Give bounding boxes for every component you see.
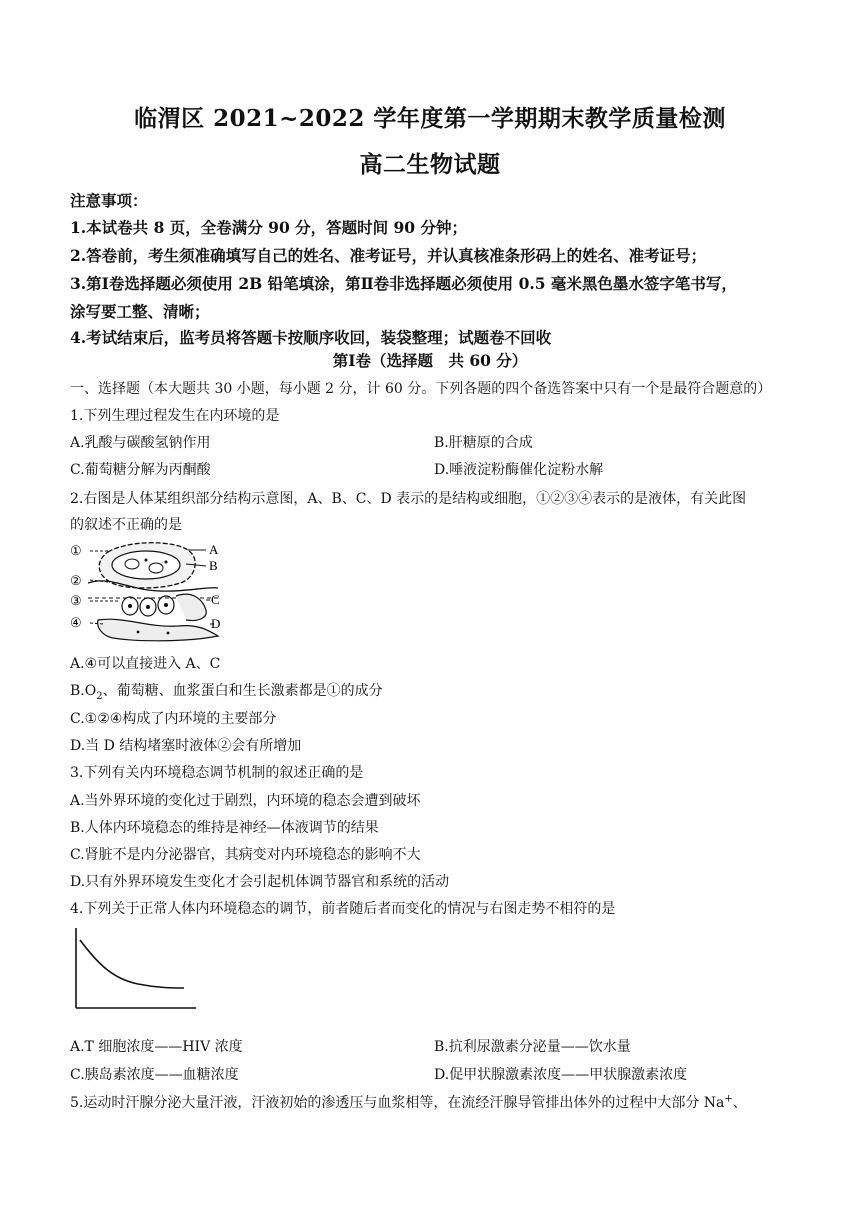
q2-option-a: A.④可以直接进入 A、C bbox=[70, 656, 221, 672]
lymph-vessel bbox=[98, 619, 218, 641]
q2-option-c: C.①②④构成了内环境的主要部分 bbox=[70, 711, 277, 727]
notice-item: 4.考试结束后，监考员将答题卡按顺序收回，装袋整理；试题卷不回收 bbox=[70, 328, 552, 347]
decreasing-curve bbox=[80, 940, 184, 988]
q3-option-b: B.人体内环境稳态的维持是神经—体液调节的结果 bbox=[70, 820, 379, 836]
capillary-lumen bbox=[112, 551, 180, 579]
section-title: 第Ⅰ卷（选择题 共 60 分） bbox=[332, 351, 528, 370]
q1-option-c: C.葡萄糖分解为丙酮酸 bbox=[70, 462, 211, 478]
q1-option-a: A.乳酸与碳酸氢钠作用 bbox=[70, 435, 211, 451]
decreasing-curve-graph bbox=[68, 924, 198, 1012]
q3-stem: 3.下列有关内环境稳态调节机制的叙述正确的是 bbox=[70, 765, 364, 781]
section-intro: 一、选择题（本大题共 30 小题，每小题 2 分，计 60 分。下列各题的四个备选答案中只有一个是最符合题意的） bbox=[70, 381, 772, 397]
q4-option-a: A.T 细胞浓度——HIV 浓度 bbox=[70, 1039, 243, 1055]
fig-label-a: A bbox=[209, 542, 219, 557]
q4-option-c: C.胰岛素浓度——血糖浓度 bbox=[70, 1067, 239, 1083]
q2-stem-cont: 的叙述不正确的是 bbox=[70, 517, 182, 533]
q5-stem: 5.运动时汗腺分泌大量汗液，汗液初始的渗透压与血浆相等，在流经汗腺导管排出体外的过程中大部分 Na+、 bbox=[70, 1093, 747, 1111]
fig-label-3: ③ bbox=[70, 593, 82, 608]
fig-label-1: ① bbox=[70, 543, 82, 558]
q2-option-b: $B.O_2$、葡萄糖、血浆蛋白和生长激素都是①的成分 bbox=[70, 683, 383, 702]
q1-stem: 1.下列生理过程发生在内环境的是 bbox=[70, 408, 280, 424]
q3-option-c: C.肾脏不是内分泌器官，其病变对内环境稳态的影响不大 bbox=[70, 847, 421, 863]
q2-option-d: D.当 D 结构堵塞时液体②会有所增加 bbox=[70, 738, 302, 754]
notice-item: 涂写要工整、清晰； bbox=[70, 302, 210, 321]
fig-label-4: ④ bbox=[70, 615, 82, 630]
notice-heading: 注意事项： bbox=[70, 191, 148, 210]
q4-option-d: D.促甲状腺激素浓度——甲状腺激素浓度 bbox=[434, 1067, 688, 1083]
notice-item: 1.本试卷共 8 页，全卷满分 90 分，答题时间 90 分钟； bbox=[70, 218, 467, 237]
exam-title: 临渭区 2021~2022 学年度第一学期期末教学质量检测 bbox=[134, 105, 726, 132]
q3-option-a: A.当外界环境的变化过于剧烈，内环境的稳态会遭到破坏 bbox=[70, 793, 421, 809]
q3-option-d: D.只有外界环境发生变化才会引起机体调节器官和系统的活动 bbox=[70, 874, 450, 890]
tissue-structure-diagram bbox=[68, 538, 228, 642]
q1-option-b: B.肝糖原的合成 bbox=[434, 435, 533, 451]
fig-label-d: D bbox=[211, 616, 221, 631]
notice-item: 3.第Ⅰ卷选择题必须使用 2B 铅笔填涂，第Ⅱ卷非选择题必须使用 0.5 毫米黑色墨水签字笔书写， bbox=[70, 274, 737, 293]
exam-subtitle: 高二生物试题 bbox=[359, 151, 501, 178]
q4-stem: 4.下列关于正常人体内环境稳态的调节，前者随后者而变化的情况与右图走势不相符的是 bbox=[70, 901, 616, 917]
fig-label-b: B bbox=[209, 558, 218, 573]
notice-item: 2.答卷前，考生须准确填写自己的姓名、准考证号，并认真核准条形码上的姓名、准考证号； bbox=[70, 246, 707, 265]
fig-label-c: C bbox=[211, 592, 220, 607]
q4-option-b: B.抗利尿激素分泌量——饮水量 bbox=[434, 1039, 631, 1055]
q2-stem: 2.右图是人体某组织部分结构示意图，A、B、C、D 表示的是结构或细胞，①②③④表示的是液体，有关此图 bbox=[70, 491, 747, 507]
fig-label-2: ② bbox=[70, 573, 82, 588]
q1-option-d: D.唾液淀粉酶催化淀粉水解 bbox=[434, 462, 604, 478]
